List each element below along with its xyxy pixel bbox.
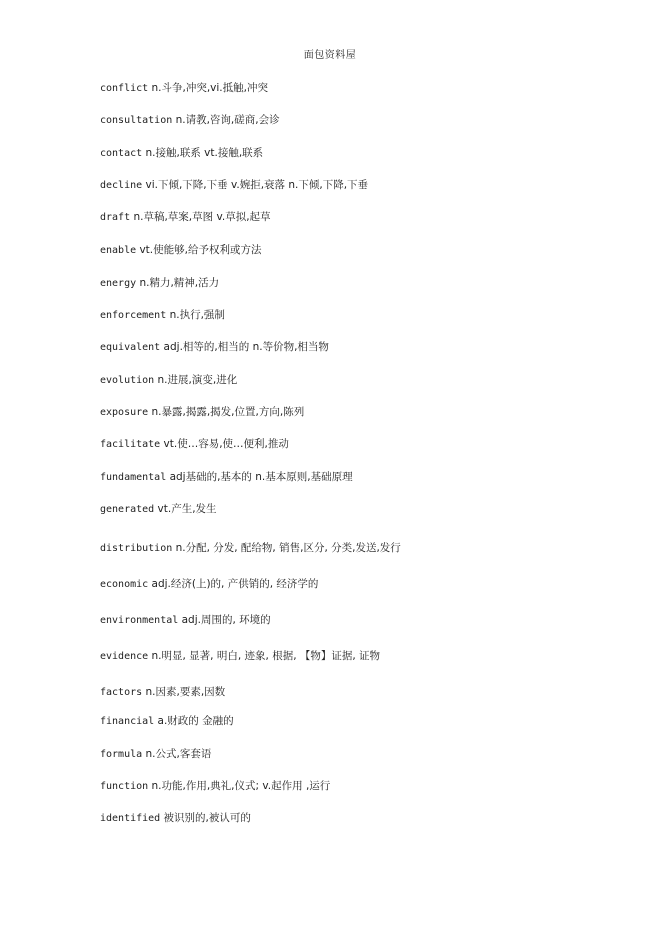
list-item [100, 747, 211, 762]
entry-word: identified [100, 813, 161, 824]
list-item [100, 685, 225, 700]
entry-definition: adj基础的,基本的 n.基本原则,基础原理 [166, 471, 353, 483]
entry-definition: n.暴露,揭露,揭发,位置,方向,陈列 [148, 406, 305, 418]
entry-definition: vt.使…容易,使…便利,推动 [160, 438, 289, 450]
list-item [100, 779, 330, 794]
entry-definition: n.功能,作用,典礼,仪式; v.起作用 ,运行 [148, 780, 331, 792]
entry-word: equivalent [100, 342, 161, 353]
list-item [100, 613, 271, 628]
list-item [100, 405, 304, 420]
list-item [100, 373, 237, 388]
entry-word: evolution [100, 375, 155, 386]
entry-definition: vt.产生,发生 [154, 503, 217, 515]
entry-word: evidence [100, 651, 149, 662]
entry-word: distribution [100, 543, 173, 554]
entry-word: function [100, 781, 149, 792]
entry-word: contact [100, 148, 143, 159]
entry-word: enforcement [100, 310, 167, 321]
entry-word: energy [100, 278, 137, 289]
entry-definition: adj.周围的, 环境的 [178, 614, 271, 626]
list-item [100, 577, 318, 592]
entry-definition: 被识别的,被认可的 [160, 812, 251, 824]
list-item [100, 210, 271, 225]
list-item [100, 178, 368, 193]
page-header: 面包资料屋 [303, 50, 357, 61]
entry-definition: adj.相等的,相当的 n.等价物,相当物 [160, 341, 329, 353]
list-item [100, 811, 251, 826]
entry-definition: adj.经济(上)的, 产供销的, 经济学的 [148, 578, 319, 590]
entry-word: fundamental [100, 472, 167, 483]
entry-definition: n.进展,演变,进化 [154, 374, 238, 386]
entry-word: facilitate [100, 439, 161, 450]
entry-word: economic [100, 579, 149, 590]
list-item [100, 502, 217, 517]
entry-word: environmental [100, 615, 179, 626]
list-item [100, 146, 263, 161]
entry-definition: n.公式,客套语 [142, 748, 212, 760]
list-item [100, 243, 261, 258]
list-item [100, 470, 353, 485]
list-item [100, 649, 380, 664]
entry-word: enable [100, 245, 137, 256]
list-item [100, 714, 234, 729]
entry-word: generated [100, 504, 155, 515]
entry-definition: n.分配, 分发, 配给物, 销售,区分, 分类,发送,发行 [172, 542, 401, 554]
entry-definition: n.执行,强制 [166, 309, 225, 321]
list-item [100, 437, 289, 452]
list-item [100, 541, 401, 556]
entry-definition: n.明显, 显著, 明白, 迹象, 根据, 【物】证据, 证物 [148, 650, 381, 662]
list-item [100, 308, 225, 323]
entry-word: decline [100, 180, 143, 191]
entry-definition: n.因素,要素,因数 [142, 686, 226, 698]
entry-word: financial [100, 716, 155, 727]
entry-definition: n.精力,精神,活力 [136, 277, 220, 289]
entry-definition: n.斗争,冲突,vi.抵触,冲突 [148, 82, 268, 94]
entry-definition: vt.使能够,给予权利或方法 [136, 244, 262, 256]
list-item [100, 113, 280, 128]
list-item [100, 81, 268, 96]
list-item [100, 340, 329, 355]
entry-word: exposure [100, 407, 149, 418]
list-item [100, 276, 219, 291]
entry-word: consultation [100, 115, 173, 126]
entry-word: factors [100, 687, 143, 698]
entry-definition: n.接触,联系 vt.接触,联系 [142, 147, 264, 159]
entry-definition: n.草稿,草案,草图 v.草拟,起草 [130, 211, 271, 223]
entry-definition: vi.下倾,下降,下垂 v.婉拒,衰落 n.下倾,下降,下垂 [142, 179, 369, 191]
entry-word: formula [100, 749, 143, 760]
entry-definition: n.请教,咨询,磋商,会诊 [172, 114, 280, 126]
entry-definition: a.财政的 金融的 [154, 715, 234, 727]
entry-word: draft [100, 212, 131, 223]
entry-word: conflict [100, 83, 149, 94]
